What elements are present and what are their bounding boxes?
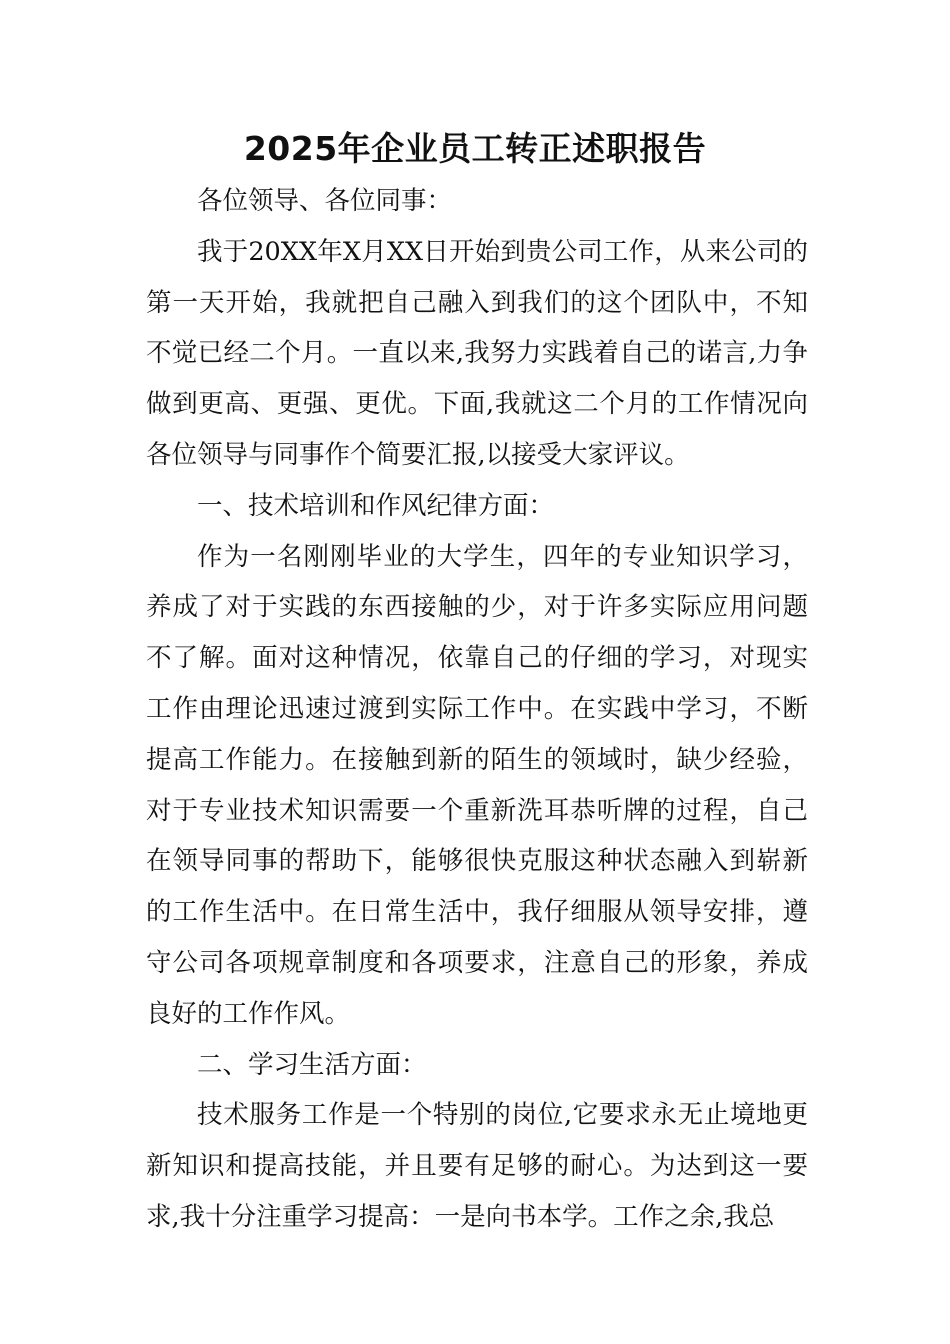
section-1-paragraph: 作为一名刚刚毕业的大学生，四年的专业知识学习，养成了对于实践的东西接触的少，对于许多实际应用问题不了解。面对这种情况，依靠自己的仔细的学习，对现实工作由理论迅速过渡到实际工作中。在实践中学习，不断提高工作能力。在接触到新的陌生的领域时，缺少经验，对于专业技术知识需要一个重新洗耳恭听牌的过程，自己在领导同事的帮助下，能够很快克服这种状态融入到崭新的工作生活中。在日常生活中，我仔细服从领导安排，遵守公司各项规章制度和各项要求，注意自己的形象，养成良好的工作作风。 bbox=[146, 541, 808, 1029]
section-heading-2: 二、学习生活方面： bbox=[197, 1049, 427, 1080]
salutation-paragraph: 各位领导、各位同事： bbox=[197, 186, 453, 216]
section-2-paragraph: 技术服务工作是一个特别的岗位,它要求永无止境地更新知识和提高技能，并且要有足够的耐心。为达到这一要求,我十分注重学习提高：一是向书本学。工作之余,我总 bbox=[146, 1100, 808, 1232]
document-title: 2025年企业员工转正述职报告 bbox=[243, 129, 707, 168]
section-heading-1: 一、技术培训和作风纪律方面： bbox=[197, 490, 555, 521]
document-body bbox=[146, 176, 808, 1243]
intro-paragraph: 我于20XX年X月XX日开始到贵公司工作，从来公司的第一天开始，我就把自己融入到我们的这个团队中，不知不觉已经二个月。一直以来,我努力实践着自己的诺言,力争做到更高、更强、更优。下面,我就这二个月的工作情况向各位领导与同事作个简要汇报,以接受大家评议。 bbox=[146, 236, 808, 470]
